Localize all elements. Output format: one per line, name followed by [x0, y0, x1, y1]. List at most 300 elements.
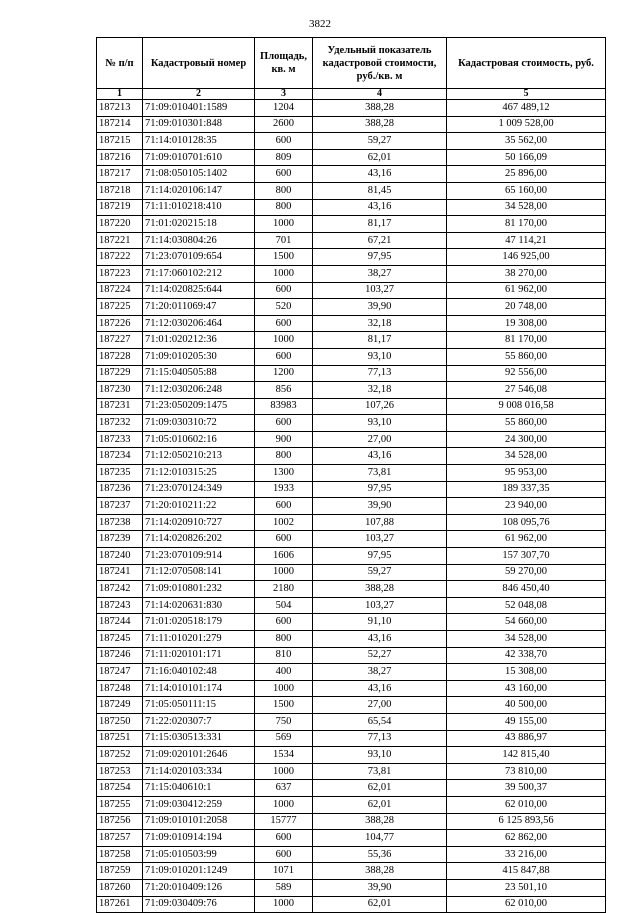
cadastral-number-cell: 71:14:020631:830 [143, 597, 255, 614]
cadastral-number-cell: 71:12:010315:25 [143, 465, 255, 482]
cadastral-number-cell: 71:05:010602:16 [143, 431, 255, 448]
unit-value-cell: 107,26 [313, 398, 447, 415]
table-row [97, 647, 606, 664]
cadastral-number-cell: 71:12:070508:141 [143, 564, 255, 581]
row-number-cell: 187259 [97, 863, 143, 880]
header-area: Площадь, кв. м [255, 38, 313, 89]
unit-value-cell: 93,10 [313, 747, 447, 764]
table-row [97, 216, 606, 233]
area-cell: 1071 [255, 863, 313, 880]
table-row [97, 100, 606, 117]
area-cell: 600 [255, 415, 313, 432]
row-number-cell: 187223 [97, 265, 143, 282]
cadastral-value-cell: 34 528,00 [447, 631, 606, 648]
area-cell: 600 [255, 166, 313, 183]
area-cell: 1606 [255, 548, 313, 565]
unit-value-cell: 43,16 [313, 680, 447, 697]
cadastral-value-cell: 39 500,37 [447, 780, 606, 797]
cadastral-value-cell: 42 338,70 [447, 647, 606, 664]
area-cell: 1000 [255, 265, 313, 282]
header-cadastral-value: Кадастровая стоимость, руб. [447, 38, 606, 89]
table-row [97, 713, 606, 730]
cadastral-number-cell: 71:11:010218:410 [143, 199, 255, 216]
row-number-cell: 187234 [97, 448, 143, 465]
cadastral-value-cell: 61 962,00 [447, 531, 606, 548]
cadastral-value-cell: 157 307,70 [447, 548, 606, 565]
table-row [97, 398, 606, 415]
cadastral-number-cell: 71:14:020103:334 [143, 763, 255, 780]
unit-value-cell: 97,95 [313, 249, 447, 266]
row-number-cell: 187254 [97, 780, 143, 797]
row-number-cell: 187239 [97, 531, 143, 548]
cadastral-value-table [96, 37, 606, 913]
row-number-cell: 187238 [97, 514, 143, 531]
table-row [97, 581, 606, 598]
table-row [97, 564, 606, 581]
unit-value-cell: 103,27 [313, 282, 447, 299]
row-number-cell: 187237 [97, 498, 143, 515]
area-cell: 856 [255, 382, 313, 399]
cadastral-value-cell: 24 300,00 [447, 431, 606, 448]
unit-value-cell: 62,01 [313, 780, 447, 797]
table-row [97, 133, 606, 150]
area-cell: 600 [255, 348, 313, 365]
cadastral-number-cell: 71:14:010128:35 [143, 133, 255, 150]
table-row [97, 863, 606, 880]
row-number-cell: 187249 [97, 697, 143, 714]
unit-value-cell: 388,28 [313, 581, 447, 598]
cadastral-value-cell: 43 160,00 [447, 680, 606, 697]
table-row [97, 348, 606, 365]
cadastral-value-cell: 38 270,00 [447, 265, 606, 282]
column-index: 4 [313, 89, 447, 100]
unit-value-cell: 27,00 [313, 697, 447, 714]
table-row [97, 315, 606, 332]
column-index: 2 [143, 89, 255, 100]
cadastral-number-cell: 71:09:010201:1249 [143, 863, 255, 880]
unit-value-cell: 27,00 [313, 431, 447, 448]
area-cell: 1204 [255, 100, 313, 117]
cadastral-number-cell: 71:16:040102:48 [143, 664, 255, 681]
unit-value-cell: 32,18 [313, 382, 447, 399]
table-row [97, 299, 606, 316]
area-cell: 1000 [255, 796, 313, 813]
cadastral-value-cell: 50 166,09 [447, 149, 606, 166]
page-number: 3822 [309, 18, 331, 30]
cadastral-number-cell: 71:09:010301:848 [143, 116, 255, 133]
header-cadastral-number: Кадастровый номер [143, 38, 255, 89]
table-row [97, 614, 606, 631]
cadastral-value-cell: 27 546,08 [447, 382, 606, 399]
cadastral-value-cell: 49 155,00 [447, 713, 606, 730]
area-cell: 600 [255, 498, 313, 515]
cadastral-number-cell: 71:12:030206:464 [143, 315, 255, 332]
unit-value-cell: 103,27 [313, 597, 447, 614]
row-number-cell: 187241 [97, 564, 143, 581]
cadastral-number-cell: 71:20:010211:22 [143, 498, 255, 515]
cadastral-value-cell: 34 528,00 [447, 448, 606, 465]
table-row [97, 149, 606, 166]
row-number-cell: 187242 [97, 581, 143, 598]
cadastral-number-cell: 71:05:050111:15 [143, 697, 255, 714]
row-number-cell: 187221 [97, 232, 143, 249]
unit-value-cell: 55,36 [313, 846, 447, 863]
unit-value-cell: 81,17 [313, 216, 447, 233]
cadastral-number-cell: 71:01:020212:36 [143, 332, 255, 349]
area-cell: 750 [255, 713, 313, 730]
cadastral-number-cell: 71:09:010801:232 [143, 581, 255, 598]
cadastral-value-cell: 23 501,10 [447, 879, 606, 896]
cadastral-number-cell: 71:09:010701:610 [143, 149, 255, 166]
row-number-cell: 187256 [97, 813, 143, 830]
row-number-cell: 187235 [97, 465, 143, 482]
cadastral-number-cell: 71:01:020518:179 [143, 614, 255, 631]
area-cell: 1000 [255, 680, 313, 697]
table-header-row [97, 38, 606, 89]
cadastral-number-cell: 71:23:070109:914 [143, 548, 255, 565]
cadastral-number-cell: 71:01:020215:18 [143, 216, 255, 233]
unit-value-cell: 52,27 [313, 647, 447, 664]
cadastral-number-cell: 71:14:030804:26 [143, 232, 255, 249]
row-number-cell: 187243 [97, 597, 143, 614]
cadastral-value-cell: 142 815,40 [447, 747, 606, 764]
area-cell: 1534 [255, 747, 313, 764]
unit-value-cell: 32,18 [313, 315, 447, 332]
table-row [97, 548, 606, 565]
row-number-cell: 187228 [97, 348, 143, 365]
cadastral-value-cell: 52 048,08 [447, 597, 606, 614]
cadastral-value-cell: 55 860,00 [447, 348, 606, 365]
table-row [97, 664, 606, 681]
table-row [97, 465, 606, 482]
table-row [97, 747, 606, 764]
header-unit-value: Удельный показатель кадастровой стоимости, руб./кв. м [313, 38, 447, 89]
column-index: 3 [255, 89, 313, 100]
row-number-cell: 187258 [97, 846, 143, 863]
row-number-cell: 187247 [97, 664, 143, 681]
column-index-row [97, 89, 606, 100]
cadastral-value-cell: 189 337,35 [447, 481, 606, 498]
area-cell: 504 [255, 597, 313, 614]
area-cell: 600 [255, 133, 313, 150]
cadastral-value-cell: 47 114,21 [447, 232, 606, 249]
unit-value-cell: 38,27 [313, 265, 447, 282]
cadastral-value-cell: 54 660,00 [447, 614, 606, 631]
table-row [97, 332, 606, 349]
unit-value-cell: 43,16 [313, 166, 447, 183]
cadastral-number-cell: 71:09:010205:30 [143, 348, 255, 365]
row-number-cell: 187261 [97, 896, 143, 913]
cadastral-value-cell: 55 860,00 [447, 415, 606, 432]
cadastral-number-cell: 71:09:030409:76 [143, 896, 255, 913]
row-number-cell: 187246 [97, 647, 143, 664]
unit-value-cell: 77,13 [313, 365, 447, 382]
unit-value-cell: 59,27 [313, 133, 447, 150]
table-row [97, 846, 606, 863]
cadastral-number-cell: 71:14:020825:644 [143, 282, 255, 299]
cadastral-number-cell: 71:20:011069:47 [143, 299, 255, 316]
area-cell: 900 [255, 431, 313, 448]
table-row [97, 431, 606, 448]
cadastral-number-cell: 71:15:030513:331 [143, 730, 255, 747]
area-cell: 589 [255, 879, 313, 896]
cadastral-value-cell: 846 450,40 [447, 581, 606, 598]
cadastral-value-cell: 95 953,00 [447, 465, 606, 482]
table-row [97, 498, 606, 515]
area-cell: 809 [255, 149, 313, 166]
row-number-cell: 187218 [97, 182, 143, 199]
cadastral-value-cell: 62 010,00 [447, 796, 606, 813]
area-cell: 600 [255, 830, 313, 847]
cadastral-value-cell: 20 748,00 [447, 299, 606, 316]
column-index: 1 [97, 89, 143, 100]
unit-value-cell: 81,17 [313, 332, 447, 349]
cadastral-value-cell: 73 810,00 [447, 763, 606, 780]
cadastral-value-cell: 33 216,00 [447, 846, 606, 863]
area-cell: 400 [255, 664, 313, 681]
row-number-cell: 187229 [97, 365, 143, 382]
header-row-number: № п/п [97, 38, 143, 89]
cadastral-value-cell: 19 308,00 [447, 315, 606, 332]
area-cell: 800 [255, 631, 313, 648]
table-row [97, 680, 606, 697]
row-number-cell: 187253 [97, 763, 143, 780]
table-row [97, 631, 606, 648]
table-row [97, 199, 606, 216]
table-row [97, 249, 606, 266]
row-number-cell: 187255 [97, 796, 143, 813]
area-cell: 569 [255, 730, 313, 747]
table-row [97, 763, 606, 780]
table-row [97, 282, 606, 299]
unit-value-cell: 62,01 [313, 896, 447, 913]
row-number-cell: 187220 [97, 216, 143, 233]
cadastral-value-cell: 15 308,00 [447, 664, 606, 681]
cadastral-value-cell: 59 270,00 [447, 564, 606, 581]
cadastral-value-cell: 40 500,00 [447, 697, 606, 714]
cadastral-number-cell: 71:17:060102:212 [143, 265, 255, 282]
table-row [97, 796, 606, 813]
cadastral-number-cell: 71:05:010503:99 [143, 846, 255, 863]
unit-value-cell: 91,10 [313, 614, 447, 631]
cadastral-value-cell: 92 556,00 [447, 365, 606, 382]
cadastral-number-cell: 71:23:050209:1475 [143, 398, 255, 415]
cadastral-number-cell: 71:11:010201:279 [143, 631, 255, 648]
row-number-cell: 187216 [97, 149, 143, 166]
row-number-cell: 187217 [97, 166, 143, 183]
cadastral-value-cell: 23 940,00 [447, 498, 606, 515]
area-cell: 1000 [255, 216, 313, 233]
table-row [97, 813, 606, 830]
area-cell: 637 [255, 780, 313, 797]
row-number-cell: 187233 [97, 431, 143, 448]
row-number-cell: 187251 [97, 730, 143, 747]
unit-value-cell: 65,54 [313, 713, 447, 730]
column-index: 5 [447, 89, 606, 100]
cadastral-value-cell: 108 095,76 [447, 514, 606, 531]
area-cell: 1000 [255, 896, 313, 913]
unit-value-cell: 81,45 [313, 182, 447, 199]
unit-value-cell: 62,01 [313, 149, 447, 166]
unit-value-cell: 43,16 [313, 199, 447, 216]
area-cell: 2180 [255, 581, 313, 598]
area-cell: 2600 [255, 116, 313, 133]
unit-value-cell: 388,28 [313, 813, 447, 830]
area-cell: 1000 [255, 763, 313, 780]
cadastral-value-cell: 415 847,88 [447, 863, 606, 880]
cadastral-value-cell: 25 896,00 [447, 166, 606, 183]
table-row [97, 365, 606, 382]
table-row [97, 166, 606, 183]
cadastral-number-cell: 71:08:050105:1402 [143, 166, 255, 183]
area-cell: 15777 [255, 813, 313, 830]
table-row [97, 730, 606, 747]
cadastral-number-cell: 71:09:030310:72 [143, 415, 255, 432]
area-cell: 800 [255, 199, 313, 216]
row-number-cell: 187226 [97, 315, 143, 332]
area-cell: 83983 [255, 398, 313, 415]
unit-value-cell: 67,21 [313, 232, 447, 249]
area-cell: 600 [255, 531, 313, 548]
unit-value-cell: 39,90 [313, 498, 447, 515]
area-cell: 520 [255, 299, 313, 316]
unit-value-cell: 73,81 [313, 763, 447, 780]
row-number-cell: 187250 [97, 713, 143, 730]
row-number-cell: 187248 [97, 680, 143, 697]
table-row [97, 382, 606, 399]
row-number-cell: 187215 [97, 133, 143, 150]
table-row [97, 448, 606, 465]
unit-value-cell: 38,27 [313, 664, 447, 681]
area-cell: 1933 [255, 481, 313, 498]
row-number-cell: 187244 [97, 614, 143, 631]
cadastral-value-cell: 62 862,00 [447, 830, 606, 847]
area-cell: 800 [255, 182, 313, 199]
cadastral-value-cell: 9 008 016,58 [447, 398, 606, 415]
cadastral-number-cell: 71:20:010409:126 [143, 879, 255, 896]
area-cell: 600 [255, 846, 313, 863]
unit-value-cell: 388,28 [313, 863, 447, 880]
cadastral-number-cell: 71:09:010101:2058 [143, 813, 255, 830]
area-cell: 810 [255, 647, 313, 664]
row-number-cell: 187224 [97, 282, 143, 299]
row-number-cell: 187257 [97, 830, 143, 847]
cadastral-number-cell: 71:14:020106:147 [143, 182, 255, 199]
row-number-cell: 187225 [97, 299, 143, 316]
unit-value-cell: 39,90 [313, 299, 447, 316]
unit-value-cell: 77,13 [313, 730, 447, 747]
cadastral-value-cell: 81 170,00 [447, 216, 606, 233]
row-number-cell: 187227 [97, 332, 143, 349]
cadastral-number-cell: 71:11:020101:171 [143, 647, 255, 664]
cadastral-number-cell: 71:09:020101:2646 [143, 747, 255, 764]
unit-value-cell: 107,88 [313, 514, 447, 531]
unit-value-cell: 93,10 [313, 415, 447, 432]
cadastral-number-cell: 71:09:010914:194 [143, 830, 255, 847]
table-row [97, 116, 606, 133]
cadastral-number-cell: 71:12:050210:213 [143, 448, 255, 465]
table-row [97, 597, 606, 614]
row-number-cell: 187231 [97, 398, 143, 415]
area-cell: 1000 [255, 332, 313, 349]
table-body [97, 89, 606, 913]
cadastral-number-cell: 71:12:030206:248 [143, 382, 255, 399]
unit-value-cell: 62,01 [313, 796, 447, 813]
row-number-cell: 187245 [97, 631, 143, 648]
unit-value-cell: 97,95 [313, 548, 447, 565]
row-number-cell: 187219 [97, 199, 143, 216]
cadastral-value-cell: 35 562,00 [447, 133, 606, 150]
row-number-cell: 187214 [97, 116, 143, 133]
cadastral-number-cell: 71:14:020910:727 [143, 514, 255, 531]
unit-value-cell: 39,90 [313, 879, 447, 896]
area-cell: 800 [255, 448, 313, 465]
area-cell: 1200 [255, 365, 313, 382]
cadastral-number-cell: 71:23:070109:654 [143, 249, 255, 266]
table-row [97, 531, 606, 548]
cadastral-number-cell: 71:15:040505:88 [143, 365, 255, 382]
unit-value-cell: 388,28 [313, 100, 447, 117]
table-row [97, 879, 606, 896]
table-row [97, 415, 606, 432]
cadastral-value-cell: 61 962,00 [447, 282, 606, 299]
cadastral-value-cell: 34 528,00 [447, 199, 606, 216]
table-row [97, 896, 606, 913]
cadastral-number-cell: 71:23:070124:349 [143, 481, 255, 498]
cadastral-number-cell: 71:22:020307:7 [143, 713, 255, 730]
unit-value-cell: 104,77 [313, 830, 447, 847]
cadastral-number-cell: 71:14:020826:202 [143, 531, 255, 548]
row-number-cell: 187260 [97, 879, 143, 896]
cadastral-value-cell: 467 489,12 [447, 100, 606, 117]
table-row [97, 780, 606, 797]
area-cell: 1000 [255, 564, 313, 581]
unit-value-cell: 388,28 [313, 116, 447, 133]
area-cell: 600 [255, 315, 313, 332]
cadastral-number-cell: 71:09:030412:259 [143, 796, 255, 813]
table-row [97, 232, 606, 249]
cadastral-number-cell: 71:09:010401:1589 [143, 100, 255, 117]
table-row [97, 265, 606, 282]
table-row [97, 830, 606, 847]
unit-value-cell: 97,95 [313, 481, 447, 498]
area-cell: 701 [255, 232, 313, 249]
cadastral-number-cell: 71:14:010101:174 [143, 680, 255, 697]
unit-value-cell: 73,81 [313, 465, 447, 482]
cadastral-value-cell: 1 009 528,00 [447, 116, 606, 133]
area-cell: 1500 [255, 697, 313, 714]
unit-value-cell: 43,16 [313, 631, 447, 648]
table-row [97, 481, 606, 498]
cadastral-value-cell: 81 170,00 [447, 332, 606, 349]
unit-value-cell: 93,10 [313, 348, 447, 365]
area-cell: 1500 [255, 249, 313, 266]
table-row [97, 182, 606, 199]
cadastral-value-cell: 62 010,00 [447, 896, 606, 913]
row-number-cell: 187236 [97, 481, 143, 498]
row-number-cell: 187240 [97, 548, 143, 565]
row-number-cell: 187222 [97, 249, 143, 266]
row-number-cell: 187230 [97, 382, 143, 399]
table-row [97, 514, 606, 531]
cadastral-value-cell: 146 925,00 [447, 249, 606, 266]
row-number-cell: 187213 [97, 100, 143, 117]
row-number-cell: 187232 [97, 415, 143, 432]
unit-value-cell: 43,16 [313, 448, 447, 465]
cadastral-number-cell: 71:15:040610:1 [143, 780, 255, 797]
area-cell: 1002 [255, 514, 313, 531]
unit-value-cell: 103,27 [313, 531, 447, 548]
